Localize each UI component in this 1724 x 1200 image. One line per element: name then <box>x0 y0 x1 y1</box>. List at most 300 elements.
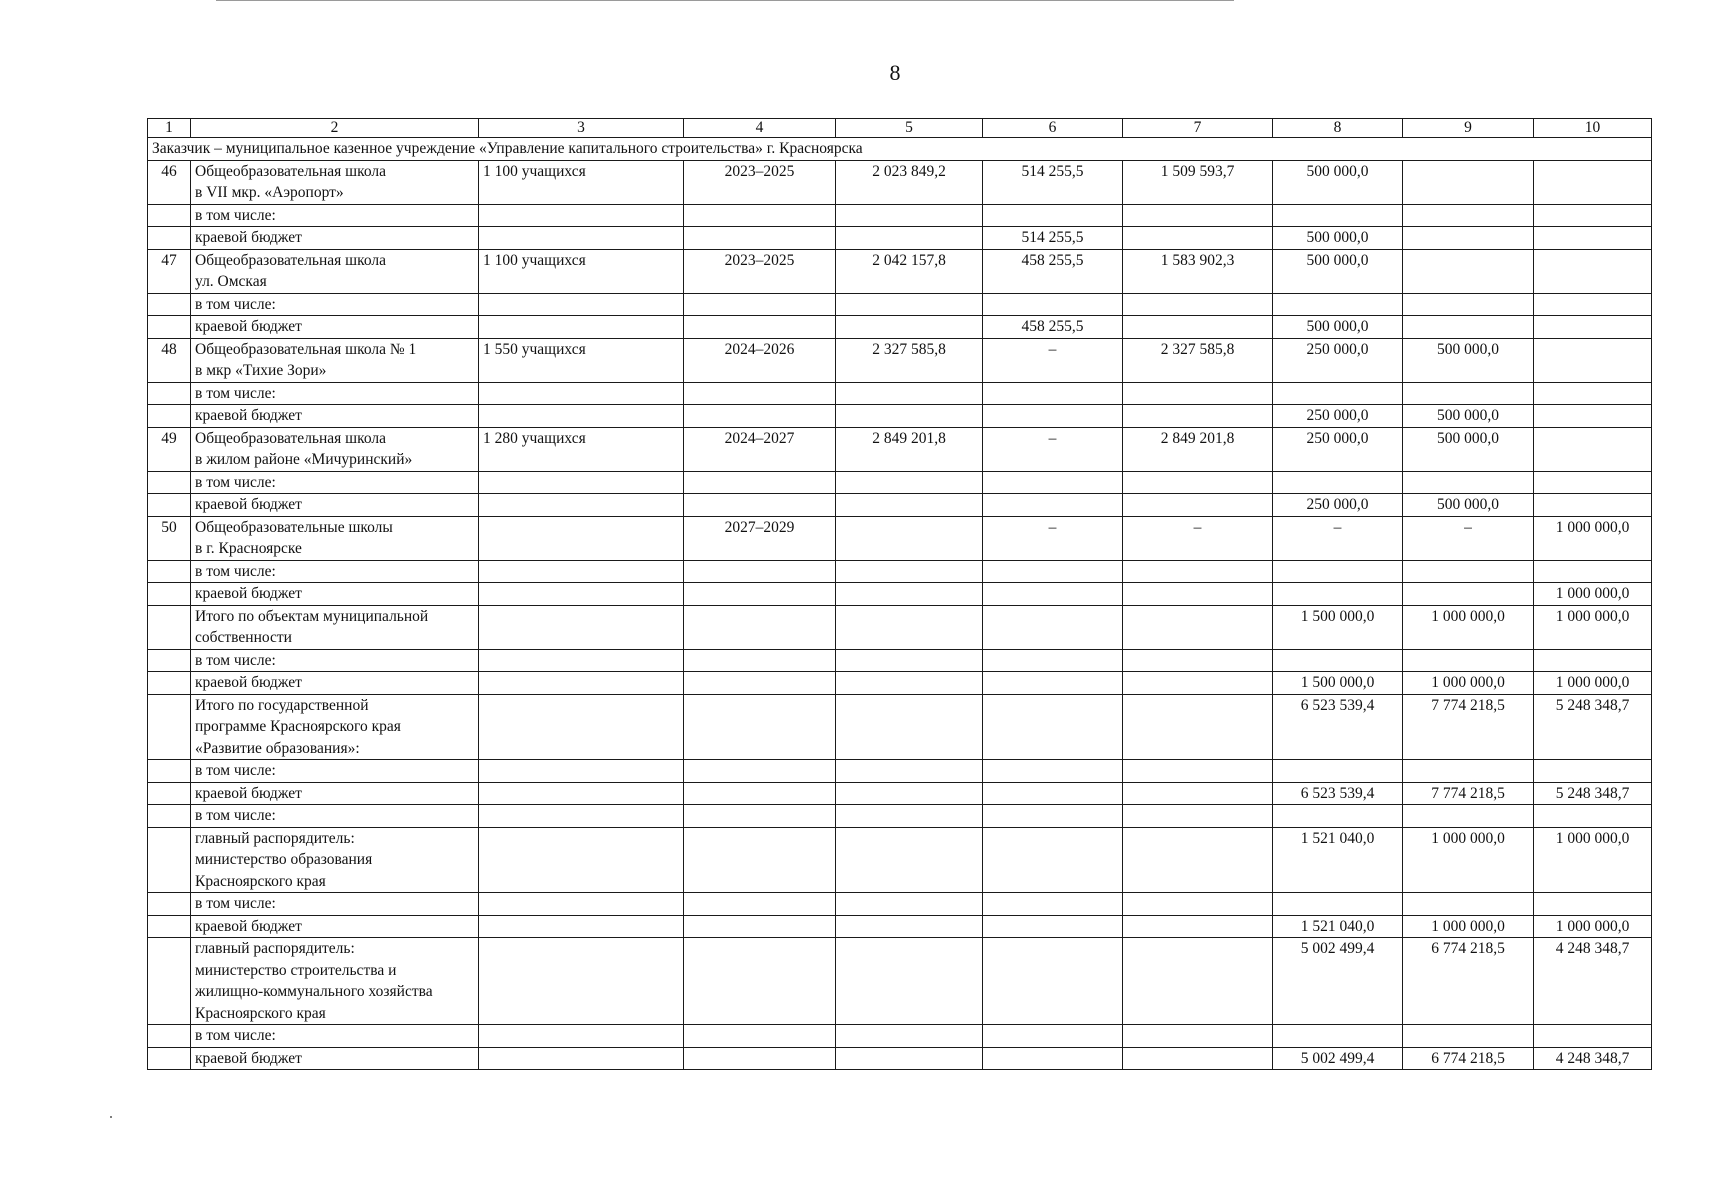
value-cell <box>1123 560 1273 583</box>
value-cell <box>1534 293 1652 316</box>
table-row <box>148 672 1652 695</box>
cost-cell <box>836 405 983 428</box>
value-cell <box>1403 293 1534 316</box>
row-number-cell: 46 <box>148 160 191 204</box>
row-number-cell <box>148 471 191 494</box>
value-cell <box>983 672 1123 695</box>
row-number-cell <box>148 938 191 1025</box>
value-cell: 1 000 000,0 <box>1403 672 1534 695</box>
value-cell: 1 000 000,0 <box>1534 672 1652 695</box>
value-cell <box>983 1025 1123 1048</box>
period-cell <box>684 1025 836 1048</box>
value-cell: 1 000 000,0 <box>1403 827 1534 893</box>
name-cell: в том числе: <box>191 204 479 227</box>
capacity-cell: 1 280 учащихся <box>479 427 684 471</box>
value-cell <box>1123 204 1273 227</box>
value-cell <box>1403 204 1534 227</box>
value-cell <box>1534 227 1652 250</box>
value-cell <box>1123 672 1273 695</box>
row-number-cell <box>148 382 191 405</box>
value-cell <box>1123 382 1273 405</box>
value-cell <box>1123 760 1273 783</box>
capacity-cell <box>479 382 684 405</box>
value-cell: 250 000,0 <box>1273 427 1403 471</box>
table-row <box>148 293 1652 316</box>
period-cell <box>684 471 836 494</box>
name-cell: в том числе: <box>191 471 479 494</box>
capacity-cell <box>479 204 684 227</box>
value-cell <box>1273 760 1403 783</box>
table-row <box>148 760 1652 783</box>
capacity-cell <box>479 293 684 316</box>
value-cell: 1 583 902,3 <box>1123 249 1273 293</box>
column-number: 1 <box>148 119 191 138</box>
cost-cell: 2 327 585,8 <box>836 338 983 382</box>
page-number: 8 <box>889 60 901 85</box>
cost-cell <box>836 382 983 405</box>
value-cell <box>1123 494 1273 517</box>
value-cell: 250 000,0 <box>1273 494 1403 517</box>
scan-speck <box>110 1116 112 1118</box>
capacity-cell <box>479 1025 684 1048</box>
period-cell <box>684 805 836 828</box>
cost-cell <box>836 893 983 916</box>
value-cell: 4 248 348,7 <box>1534 938 1652 1025</box>
capacity-cell <box>479 605 684 649</box>
name-cell: в том числе: <box>191 560 479 583</box>
value-cell: 5 002 499,4 <box>1273 938 1403 1025</box>
value-cell <box>983 760 1123 783</box>
value-cell <box>1123 1025 1273 1048</box>
value-cell <box>983 893 1123 916</box>
value-cell <box>983 471 1123 494</box>
name-cell: Итого по государственной программе Красноярского края «Развитие образования»: <box>191 694 479 760</box>
capacity-cell <box>479 649 684 672</box>
column-number: 2 <box>191 119 479 138</box>
capacity-cell <box>479 316 684 339</box>
name-cell: краевой бюджет <box>191 316 479 339</box>
value-cell <box>1534 316 1652 339</box>
cost-cell <box>836 227 983 250</box>
cost-cell <box>836 672 983 695</box>
value-cell <box>1534 471 1652 494</box>
name-cell: Общеобразовательная школа ул. Омская <box>191 249 479 293</box>
capacity-cell: 1 100 учащихся <box>479 160 684 204</box>
value-cell <box>983 915 1123 938</box>
cost-cell <box>836 915 983 938</box>
value-cell <box>1403 649 1534 672</box>
value-cell: 1 509 593,7 <box>1123 160 1273 204</box>
name-cell: главный распорядитель: министерство образования Красноярского края <box>191 827 479 893</box>
name-cell: Общеобразовательная школа № 1 в мкр «Тихие Зори» <box>191 338 479 382</box>
capacity-cell <box>479 583 684 606</box>
value-cell <box>983 583 1123 606</box>
value-cell <box>983 1047 1123 1070</box>
period-cell: 2024–2026 <box>684 338 836 382</box>
value-cell <box>1534 338 1652 382</box>
table-row <box>148 560 1652 583</box>
table-row <box>148 893 1652 916</box>
row-number-cell <box>148 494 191 517</box>
table-row <box>148 805 1652 828</box>
capacity-cell <box>479 227 684 250</box>
row-number-cell: 47 <box>148 249 191 293</box>
cost-cell: 2 042 157,8 <box>836 249 983 293</box>
value-cell <box>1123 583 1273 606</box>
name-cell: Общеобразовательная школа в VII мкр. «Аэропорт» <box>191 160 479 204</box>
value-cell: – <box>1273 516 1403 560</box>
capacity-cell <box>479 1047 684 1070</box>
value-cell <box>1534 405 1652 428</box>
table-body <box>148 160 1652 1070</box>
value-cell: 1 521 040,0 <box>1273 827 1403 893</box>
value-cell: 458 255,5 <box>983 316 1123 339</box>
value-cell <box>1534 893 1652 916</box>
value-cell <box>1123 915 1273 938</box>
value-cell <box>1403 760 1534 783</box>
name-cell: Итого по объектам муниципальной собственности <box>191 605 479 649</box>
table-row <box>148 405 1652 428</box>
value-cell: 500 000,0 <box>1403 494 1534 517</box>
value-cell <box>1123 1047 1273 1070</box>
value-cell: 5 248 348,7 <box>1534 782 1652 805</box>
value-cell: 1 500 000,0 <box>1273 605 1403 649</box>
column-number: 6 <box>983 119 1123 138</box>
value-cell <box>1403 1025 1534 1048</box>
value-cell <box>983 494 1123 517</box>
period-cell <box>684 583 836 606</box>
name-cell: краевой бюджет <box>191 782 479 805</box>
value-cell: 500 000,0 <box>1403 427 1534 471</box>
name-cell: в том числе: <box>191 760 479 783</box>
cost-cell <box>836 316 983 339</box>
cost-cell <box>836 782 983 805</box>
table-row <box>148 160 1652 204</box>
period-cell <box>684 405 836 428</box>
cost-cell <box>836 605 983 649</box>
cost-cell <box>836 560 983 583</box>
value-cell <box>983 405 1123 428</box>
value-cell: 1 000 000,0 <box>1534 516 1652 560</box>
value-cell <box>1123 227 1273 250</box>
cost-cell: 2 849 201,8 <box>836 427 983 471</box>
value-cell <box>1403 560 1534 583</box>
cost-cell <box>836 583 983 606</box>
name-cell: в том числе: <box>191 893 479 916</box>
value-cell: 1 000 000,0 <box>1534 583 1652 606</box>
value-cell: 1 000 000,0 <box>1403 915 1534 938</box>
value-cell <box>1534 249 1652 293</box>
table-row <box>148 694 1652 760</box>
value-cell <box>1403 227 1534 250</box>
row-number-cell: 50 <box>148 516 191 560</box>
value-cell: – <box>983 516 1123 560</box>
capacity-cell <box>479 915 684 938</box>
row-number-cell: 48 <box>148 338 191 382</box>
row-number-cell <box>148 649 191 672</box>
cost-cell <box>836 1025 983 1048</box>
table-row <box>148 782 1652 805</box>
value-cell: 500 000,0 <box>1403 405 1534 428</box>
row-number-cell <box>148 227 191 250</box>
row-number-cell <box>148 204 191 227</box>
period-cell <box>684 494 836 517</box>
value-cell <box>1534 494 1652 517</box>
customer-caption-row <box>148 138 1652 161</box>
name-cell: краевой бюджет <box>191 583 479 606</box>
period-cell <box>684 560 836 583</box>
value-cell: 1 000 000,0 <box>1534 827 1652 893</box>
row-number-cell <box>148 405 191 428</box>
row-number-cell <box>148 827 191 893</box>
period-cell <box>684 316 836 339</box>
value-cell <box>983 560 1123 583</box>
value-cell <box>1123 649 1273 672</box>
customer-caption: Заказчик – муниципальное казенное учреждение «Управление капитального строительства» г. Красноярска <box>148 138 1652 161</box>
value-cell: 6 774 218,5 <box>1403 1047 1534 1070</box>
value-cell: 5 248 348,7 <box>1534 694 1652 760</box>
value-cell <box>1123 694 1273 760</box>
value-cell <box>1403 249 1534 293</box>
period-cell <box>684 227 836 250</box>
column-number: 8 <box>1273 119 1403 138</box>
value-cell: 250 000,0 <box>1273 405 1403 428</box>
value-cell <box>983 938 1123 1025</box>
value-cell <box>1403 583 1534 606</box>
period-cell <box>684 293 836 316</box>
value-cell: – <box>1123 516 1273 560</box>
period-cell: 2023–2025 <box>684 249 836 293</box>
table-row <box>148 471 1652 494</box>
row-number-cell <box>148 293 191 316</box>
table-row <box>148 938 1652 1025</box>
name-cell: в том числе: <box>191 293 479 316</box>
period-cell <box>684 915 836 938</box>
name-cell: краевой бюджет <box>191 227 479 250</box>
column-number: 3 <box>479 119 684 138</box>
column-number: 10 <box>1534 119 1652 138</box>
value-cell: 1 000 000,0 <box>1534 915 1652 938</box>
cost-cell: 2 023 849,2 <box>836 160 983 204</box>
capacity-cell <box>479 893 684 916</box>
value-cell: 500 000,0 <box>1273 227 1403 250</box>
budget-table <box>147 118 1652 1070</box>
capacity-cell <box>479 782 684 805</box>
cost-cell <box>836 293 983 316</box>
table-row <box>148 338 1652 382</box>
value-cell: 5 002 499,4 <box>1273 1047 1403 1070</box>
table-row <box>148 427 1652 471</box>
period-cell: 2023–2025 <box>684 160 836 204</box>
value-cell: 500 000,0 <box>1273 160 1403 204</box>
value-cell <box>983 694 1123 760</box>
capacity-cell <box>479 672 684 695</box>
period-cell: 2024–2027 <box>684 427 836 471</box>
value-cell <box>1403 160 1534 204</box>
value-cell <box>1534 760 1652 783</box>
value-cell <box>1403 382 1534 405</box>
value-cell: 7 774 218,5 <box>1403 782 1534 805</box>
name-cell: краевой бюджет <box>191 1047 479 1070</box>
table-row <box>148 316 1652 339</box>
name-cell: главный распорядитель: министерство строительства и жилищно-коммунального хозяйства Красноярского края <box>191 938 479 1025</box>
capacity-cell <box>479 938 684 1025</box>
table-row <box>148 915 1652 938</box>
column-number: 9 <box>1403 119 1534 138</box>
value-cell <box>983 293 1123 316</box>
value-cell <box>1534 427 1652 471</box>
value-cell <box>983 204 1123 227</box>
value-cell: 7 774 218,5 <box>1403 694 1534 760</box>
cost-cell <box>836 1047 983 1070</box>
value-cell: 2 849 201,8 <box>1123 427 1273 471</box>
row-number-cell <box>148 316 191 339</box>
row-number-cell <box>148 760 191 783</box>
row-number-cell <box>148 672 191 695</box>
table-row <box>148 204 1652 227</box>
name-cell: в том числе: <box>191 805 479 828</box>
value-cell <box>983 605 1123 649</box>
value-cell <box>983 649 1123 672</box>
value-cell <box>983 782 1123 805</box>
row-number-cell <box>148 583 191 606</box>
capacity-cell <box>479 471 684 494</box>
value-cell <box>1123 316 1273 339</box>
row-number-cell <box>148 915 191 938</box>
value-cell: 500 000,0 <box>1403 338 1534 382</box>
column-number: 4 <box>684 119 836 138</box>
capacity-cell: 1 100 учащихся <box>479 249 684 293</box>
column-number-row <box>148 119 1652 138</box>
table-row <box>148 516 1652 560</box>
value-cell: 4 248 348,7 <box>1534 1047 1652 1070</box>
table-row <box>148 649 1652 672</box>
value-cell <box>1123 827 1273 893</box>
capacity-cell <box>479 560 684 583</box>
row-number-cell <box>148 694 191 760</box>
column-number: 7 <box>1123 119 1273 138</box>
value-cell <box>1273 560 1403 583</box>
cost-cell <box>836 649 983 672</box>
value-cell: 250 000,0 <box>1273 338 1403 382</box>
cost-cell <box>836 805 983 828</box>
table-row <box>148 227 1652 250</box>
capacity-cell <box>479 760 684 783</box>
name-cell: Общеобразовательные школы в г. Красноярске <box>191 516 479 560</box>
period-cell <box>684 760 836 783</box>
period-cell <box>684 204 836 227</box>
value-cell <box>1534 560 1652 583</box>
table-row <box>148 382 1652 405</box>
period-cell <box>684 672 836 695</box>
name-cell: в том числе: <box>191 382 479 405</box>
value-cell <box>1123 605 1273 649</box>
table-row <box>148 494 1652 517</box>
value-cell: – <box>983 427 1123 471</box>
row-number-cell <box>148 805 191 828</box>
value-cell <box>983 382 1123 405</box>
table-row <box>148 1047 1652 1070</box>
cost-cell <box>836 494 983 517</box>
value-cell: 6 523 539,4 <box>1273 782 1403 805</box>
row-number-cell <box>148 1047 191 1070</box>
cost-cell <box>836 760 983 783</box>
value-cell <box>1534 382 1652 405</box>
value-cell <box>1123 893 1273 916</box>
value-cell: 514 255,5 <box>983 160 1123 204</box>
column-number: 5 <box>836 119 983 138</box>
value-cell: 2 327 585,8 <box>1123 338 1273 382</box>
value-cell <box>1403 316 1534 339</box>
row-number-cell <box>148 560 191 583</box>
value-cell <box>1273 293 1403 316</box>
period-cell <box>684 694 836 760</box>
period-cell <box>684 827 836 893</box>
row-number-cell <box>148 782 191 805</box>
cost-cell <box>836 938 983 1025</box>
row-number-cell <box>148 893 191 916</box>
name-cell: краевой бюджет <box>191 405 479 428</box>
period-cell <box>684 782 836 805</box>
period-cell <box>684 605 836 649</box>
value-cell: 1 000 000,0 <box>1403 605 1534 649</box>
table-row <box>148 249 1652 293</box>
name-cell: в том числе: <box>191 649 479 672</box>
table-row <box>148 1025 1652 1048</box>
row-number-cell <box>148 605 191 649</box>
value-cell <box>1534 160 1652 204</box>
value-cell: 1 500 000,0 <box>1273 672 1403 695</box>
period-cell <box>684 1047 836 1070</box>
top-rule <box>216 0 1234 1</box>
name-cell: в том числе: <box>191 1025 479 1048</box>
value-cell: – <box>1403 516 1534 560</box>
value-cell <box>983 827 1123 893</box>
value-cell: 1 521 040,0 <box>1273 915 1403 938</box>
value-cell: 6 523 539,4 <box>1273 694 1403 760</box>
value-cell: 6 774 218,5 <box>1403 938 1534 1025</box>
capacity-cell: 1 550 учащихся <box>479 338 684 382</box>
value-cell <box>1123 938 1273 1025</box>
value-cell <box>1273 471 1403 494</box>
capacity-cell <box>479 405 684 428</box>
cost-cell <box>836 471 983 494</box>
value-cell <box>1273 382 1403 405</box>
value-cell <box>1403 893 1534 916</box>
period-cell <box>684 893 836 916</box>
period-cell <box>684 382 836 405</box>
period-cell <box>684 938 836 1025</box>
value-cell <box>1123 782 1273 805</box>
cost-cell <box>836 694 983 760</box>
table-row <box>148 827 1652 893</box>
value-cell <box>1534 805 1652 828</box>
capacity-cell <box>479 827 684 893</box>
value-cell <box>1123 805 1273 828</box>
capacity-cell <box>479 494 684 517</box>
capacity-cell <box>479 694 684 760</box>
value-cell <box>983 805 1123 828</box>
value-cell <box>1273 893 1403 916</box>
cost-cell <box>836 516 983 560</box>
value-cell <box>1273 204 1403 227</box>
capacity-cell <box>479 805 684 828</box>
value-cell <box>1534 204 1652 227</box>
table-row <box>148 583 1652 606</box>
row-number-cell <box>148 1025 191 1048</box>
period-cell: 2027–2029 <box>684 516 836 560</box>
row-number-cell: 49 <box>148 427 191 471</box>
